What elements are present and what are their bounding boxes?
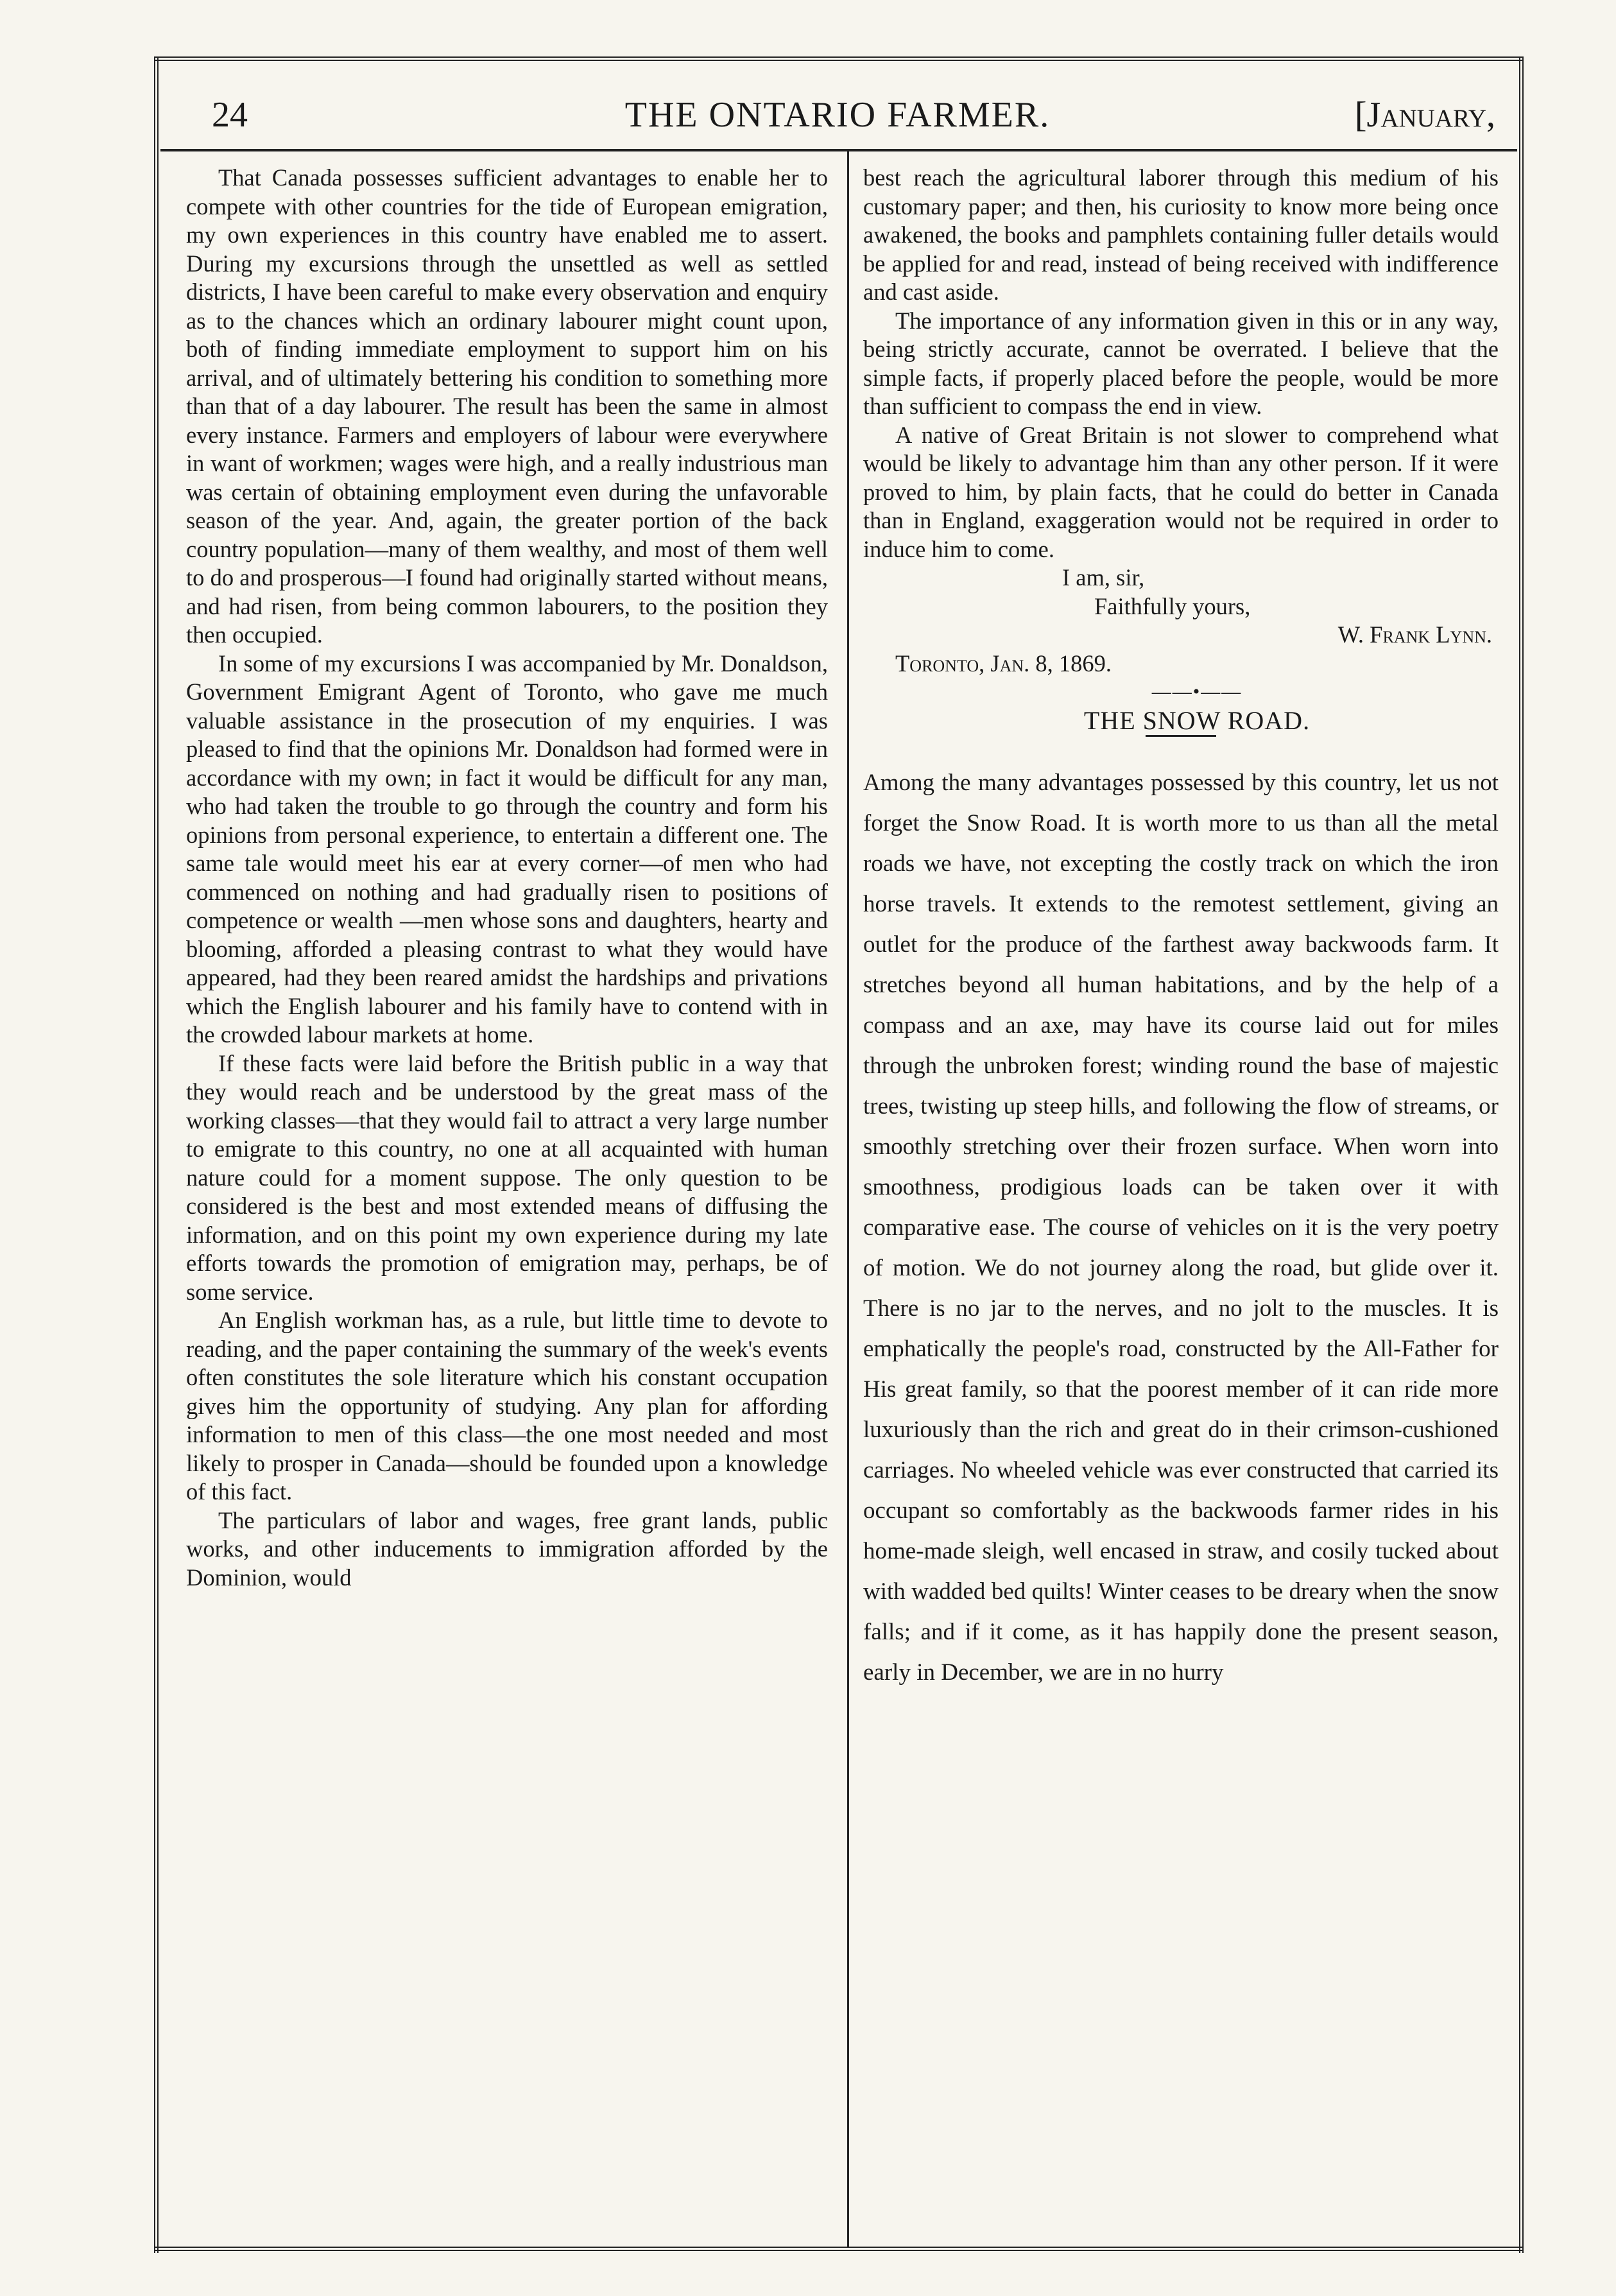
letter-paragraph-2: In some of my excursions I was accompanied by Mr. Donaldson, Government Emigrant Agent of Toronto, who gave me much valuable assistance in the prosecution of my enquiries. I was pleased to find that the opinions Mr. Donaldson had formed were in accordance with my own; in fact it would be difficult for any man, who had taken the trouble to go through the country and form his opinions from personal experience, to entertain a different one. The same tale would meet his ear at every corner—of men who had commenced on nothing and had gradually risen to positions of competence or wealth —men whose sons and daughters, hearty and blooming, afforded a pleasing contrast to what they would have appeared, had they been reared amidst the hardships and privations which the English labourer and his family have to contend with in the crowded labour markets at home.: [186, 650, 828, 1048]
letter-paragraph-1: That Canada possesses sufficient advantages to enable her to compete with other countries for the tide of European emigration, my own experiences in this country have enabled me to assert. During my excursions through the unsettled as well as settled districts, I have been careful to make every observation and enquiry as to the chances which an ordinary labourer might count upon, both of finding immediate employment to support him on his arrival, and of ultimately bettering his condition to something more than that of a day labourer. The result has been the same in almost every instance. Farmers and employers of labour were everywhere in want of workmen; wages were high, and a really industrious man was certain of obtaining employment even during the unfavorable season of the year. And, again, the greater portion of the back country population—many of them wealthy, and most of them well to do and prosperous—I found had originally started without means, and had risen, from being common labourers, to the position they then occupied.: [186, 164, 828, 648]
letter-paragraph-5: The particulars of labor and wages, free grant lands, public works, and other inducements to immigration afforded by the Dominion, would: [186, 1506, 828, 1591]
letter-paragraph-7: The importance of any information given in this or in any way, being strictly accurate, cannot be overrated. I believe that the simple facts, if properly placed before the people, would be more than sufficient to compass the end in view.: [863, 307, 1499, 419]
salutation: I am, sir,: [1062, 564, 1145, 591]
article-body: Among the many advantages possessed by this country, let us not forget the Snow Road. It is worth more to us than all the metal roads we have, not excepting the costly track on which the iron horse travels. It extends to the remotest settlement, giving an outlet for the produce of the farthest away backwoods farm. It stretches beyond all human habitations, and by the help of a compass and an axe, may have its course laid out for miles through the unbroken forest; winding round the base of majestic trees, twisting up steep hills, and following the flow of streams, or smoothly stretching over their frozen surface. When worn into smoothness, prodigious loads can be taken over it with comparative ease. The course of vehicles on it is the very poetry of motion. We do not journey along the road, but glide over it. There is no jar to the nerves, and no jolt to the muscles. It is emphatically the people's road, constructed by the All-Father for His great family, so that the poorest member of it can ride more luxuriously than the rich and great do in their crimson-cushioned carriages. No wheeled vehicle was ever constructed that carried its occupant so comfortably as the backwoods farmer rides in his home-made sleigh, well encased in straw, and cosily tucked about with wadded bed quilts! Winter ceases to be dreary when the snow falls; and if it come, as it has happily done the present season, early in December, we are in no hurry: [863, 770, 1499, 1686]
place-date: [863, 650, 1499, 678]
letter-paragraph-3: If these facts were laid before the British public in a way that they would reach and be understood by the great mass of the working classes—that they would fail to attract a very large number to emigrate to this country, no one at all acquainted with human nature could for a moment suppose. The only question to be considered is the best and most extended means of diffusing the information, and on this point my own experience during my late efforts towards the promotion of emigration may, perhaps, be of some service.: [186, 1049, 828, 1305]
section-separator: ——•——: [1151, 681, 1242, 702]
page-number: 24: [212, 95, 248, 135]
signer-name: W. Frank Lynn.: [1337, 621, 1492, 648]
letter-paragraph-4: An English workman has, as a rule, but little time to devote to reading, and the paper containing the summary of the week's events often constitutes the sole literature which his constant occupation gives him the opportunity of studying. Any plan for affording information to men of this class—the one most needed and most likely to prosper in Canada—should be founded upon a knowledge of this fact.: [186, 1307, 828, 1505]
place-date-text: Toronto, Jan. 8, 1869.: [895, 650, 1112, 677]
letter-paragraph-6: best reach the agricultural laborer through this medium of his customary paper; and then, his curiosity to know more being once awakened, the books and pamphlets containing fuller details would be applied for and read, instead of being received with indifference and cast aside.: [863, 164, 1499, 305]
title-underline: [1146, 735, 1216, 737]
letter-paragraph-8: A native of Great Britain is not slower to comprehend what would be likely to advantage him than any other person. If it were proved to him, by plain facts, that he could do better in Canada than in England, exaggeration would not be required in order to induce him to come.: [863, 421, 1499, 562]
publication-title: THE ONTARIO FARMER.: [624, 95, 1051, 135]
right-column: [863, 164, 1499, 1693]
issue-month: [January,: [1354, 95, 1495, 135]
header-rule: [160, 149, 1517, 151]
page-header: [173, 87, 1502, 151]
bottom-double-rule: [154, 2247, 1524, 2251]
letter-signature: [863, 564, 1499, 678]
left-column: [186, 164, 828, 1592]
column-divider: [847, 151, 849, 2247]
article-title: THE SNOW ROAD.: [1083, 705, 1311, 735]
closing: Faithfully yours,: [1094, 592, 1251, 619]
snow-road-article: [863, 763, 1499, 1693]
